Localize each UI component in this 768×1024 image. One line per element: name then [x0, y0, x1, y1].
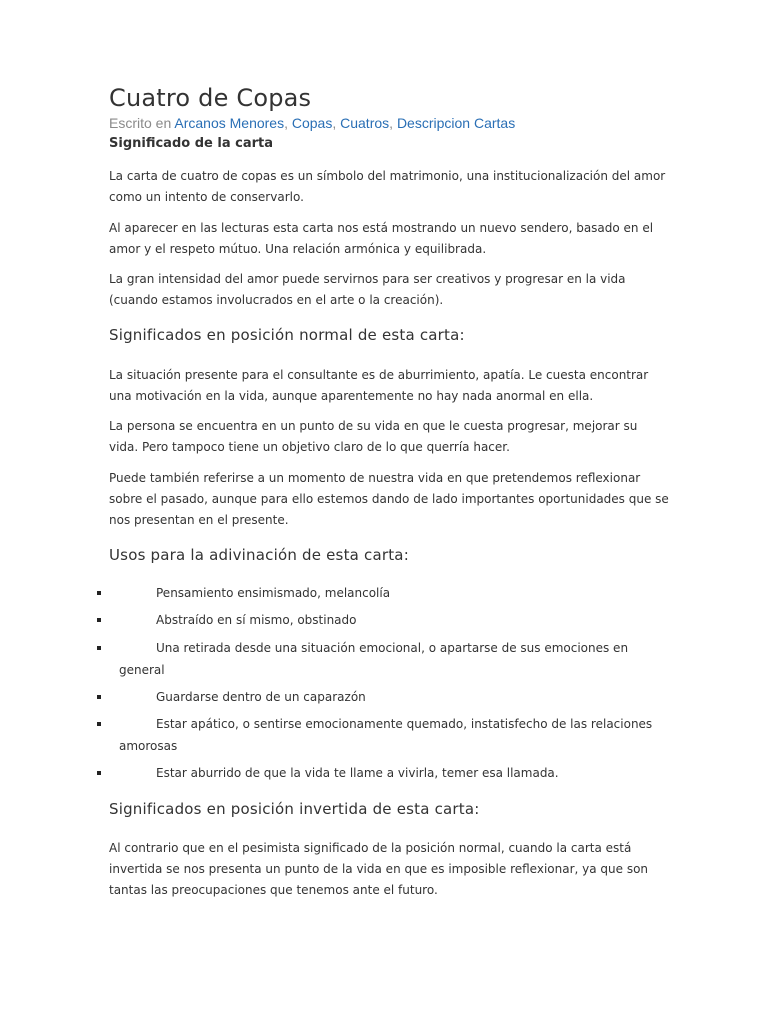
- bullet-square-icon: [97, 695, 101, 699]
- category-link-cuatros[interactable]: Cuatros: [340, 115, 390, 131]
- byline: [109, 115, 515, 131]
- byline-separator: ,: [332, 115, 337, 131]
- byline-prefix: Escrito en: [109, 115, 172, 131]
- inverted-paragraph-1: Al contrario que en el pesimista significado de la posición normal, cuando la carta está invertida se nos presenta un punto de la vida en que es imposible reflexionar, ya que son tantas las preocupaciones que tenemos ante el futuro.: [109, 841, 649, 897]
- list-item-text: Pensamiento ensimismado, melancolía: [156, 586, 391, 600]
- page-title: Cuatro de Copas: [109, 84, 312, 112]
- bullet-square-icon: [97, 618, 101, 622]
- bullet-square-icon: [97, 722, 101, 726]
- category-link-descripcion-cartas[interactable]: Descripcion Cartas: [396, 115, 516, 131]
- section-heading-invertida: Significados en posición invertida de esta carta:: [109, 800, 480, 818]
- bullet-square-icon: [97, 771, 101, 775]
- list-item-text: Una retirada desde una situación emocional, o apartarse de sus emociones en general: [119, 641, 629, 677]
- normal-paragraph-1: La situación presente para el consultante es de aburrimiento, apatía. Le cuesta encontrar una motivación en la vida, aunque aparentemente no hay nada anormal en ella.: [109, 368, 649, 403]
- intro-paragraph-3: La gran intensidad del amor puede servirnos para ser creativos y progresar en la vida (cuando estamos involucrados en el arte o la creación).: [109, 272, 626, 307]
- bullet-square-icon: [97, 591, 101, 595]
- intro-paragraph-1: La carta de cuatro de copas es un símbolo del matrimonio, una institucionalización del amor como un intento de conservarlo.: [109, 169, 666, 204]
- normal-paragraph-2: La persona se encuentra en un punto de su vida en que le cuesta progresar, mejorar su vida. Pero tampoco tiene un objetivo claro de lo que querría hacer.: [109, 419, 638, 454]
- normal-paragraph-3: Puede también referirse a un momento de nuestra vida en que pretendemos reflexionar sobre el pasado, aunque para ello estemos dando de lado importantes oportunidades que se nos presentan en el presente.: [109, 471, 669, 527]
- section-heading-normal: Significados en posición normal de esta carta:: [109, 326, 465, 344]
- section-heading-usos: Usos para la adivinación de esta carta:: [109, 546, 409, 564]
- category-link-arcanos-menores[interactable]: Arcanos Menores: [174, 115, 285, 131]
- list-item-text: Estar aburrido de que la vida te llame a vivirla, temer esa llamada.: [156, 766, 559, 780]
- byline-separator: ,: [389, 115, 394, 131]
- list-item-text: Guardarse dentro de un caparazón: [156, 690, 366, 704]
- byline-separator: ,: [284, 115, 288, 131]
- bullet-square-icon: [97, 646, 101, 650]
- subheading-significado: Significado de la carta: [109, 136, 273, 151]
- category-link-copas[interactable]: Copas: [291, 115, 333, 131]
- list-item-text: Estar apático, o sentirse emocionamente quemado, instatisfecho de las relaciones amorosas: [119, 717, 653, 753]
- list-item-text: Abstraído en sí mismo, obstinado: [156, 613, 357, 627]
- intro-paragraph-2: Al aparecer en las lecturas esta carta nos está mostrando un nuevo sendero, basado en el amor y el respeto mútuo. Una relación armónica y equilibrada.: [109, 221, 654, 256]
